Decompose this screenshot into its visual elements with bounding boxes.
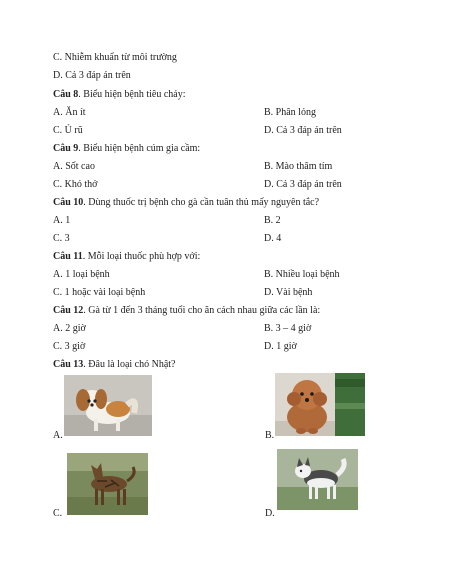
question-8 — [53, 89, 186, 101]
option-a: A. 1 loại bệnh — [53, 269, 110, 280]
options-row — [53, 233, 413, 245]
question-label: Câu 10 — [53, 197, 84, 208]
options-row — [53, 179, 413, 191]
option-d: D. Vài bệnh — [264, 287, 313, 298]
question-label: Câu 12 — [53, 305, 84, 316]
question-9 — [53, 143, 200, 155]
question-text: . Đâu là loại chó Nhật? — [83, 359, 176, 370]
option-d: D. 4 — [264, 233, 282, 244]
options-row — [53, 161, 413, 173]
small-white-brown-dog-photo — [64, 375, 152, 436]
options-row — [53, 125, 413, 137]
option-b: B. Nhiều loại bệnh — [264, 269, 340, 280]
options-row — [53, 287, 413, 299]
question-text: . Mỗi loại thuốc phù hợp với: — [82, 251, 201, 262]
brown-poodle-puppy-photo — [275, 373, 365, 436]
question-10 — [53, 197, 319, 209]
option-c: C. 3 — [53, 233, 70, 244]
husky-dog-photo — [277, 449, 358, 510]
option-a: A. 2 giờ — [53, 323, 86, 334]
question-label: Câu 8 — [53, 89, 79, 100]
question-text: . Gà từ 1 đến 3 tháng tuổi cho ăn cách nhau giữa các lần là: — [83, 305, 321, 316]
prev-option-d: D. Cả 3 đáp án trên — [53, 70, 131, 81]
question-text: . Dùng thuốc trị bệnh cho gà cần tuân thủ mấy nguyên tắc? — [83, 197, 320, 208]
option-b: B. 2 — [264, 215, 281, 226]
option-c: C. Khó thở — [53, 179, 98, 190]
option-a: A. 1 — [53, 215, 71, 226]
question-text: . Biểu hiện bệnh tiêu chảy: — [78, 89, 186, 100]
options-row — [53, 215, 413, 227]
option-d: D. Cả 3 đáp án trên — [264, 179, 342, 190]
option-c: C. 1 hoặc vài loại bệnh — [53, 287, 146, 298]
option-d: D. 1 giờ — [264, 341, 297, 352]
image-option-d-label: D. — [265, 508, 275, 519]
option-b: B. Phân lỏng — [264, 107, 316, 118]
question-12 — [53, 305, 320, 317]
question-label: Câu 13 — [53, 359, 84, 370]
options-row — [53, 323, 413, 335]
image-option-c-label: C. — [53, 508, 63, 519]
question-label: Câu 9 — [53, 143, 79, 154]
options-row — [53, 341, 413, 353]
option-a: A. Ăn ít — [53, 107, 86, 118]
prev-option-c: C. Nhiễm khuẩn từ môi trường — [53, 52, 177, 63]
option-b: B. 3 – 4 giờ — [264, 323, 312, 334]
image-option-a-label: A. — [53, 430, 63, 441]
option-b: B. Mào thâm tím — [264, 161, 333, 172]
option-d: D. Cả 3 đáp án trên — [264, 125, 342, 136]
brindle-dog-photo — [67, 453, 148, 515]
option-c: C. 3 giờ — [53, 341, 86, 352]
question-label: Câu 11 — [53, 251, 83, 262]
question-11 — [53, 251, 200, 263]
options-row — [53, 269, 413, 281]
option-c: C. Ủ rũ — [53, 125, 83, 136]
image-option-b-label: B. — [265, 430, 275, 441]
options-row — [53, 107, 413, 119]
question-13 — [53, 359, 175, 371]
question-text: . Biểu hiện bệnh cúm gia cầm: — [78, 143, 201, 154]
option-a: A. Sốt cao — [53, 161, 95, 172]
